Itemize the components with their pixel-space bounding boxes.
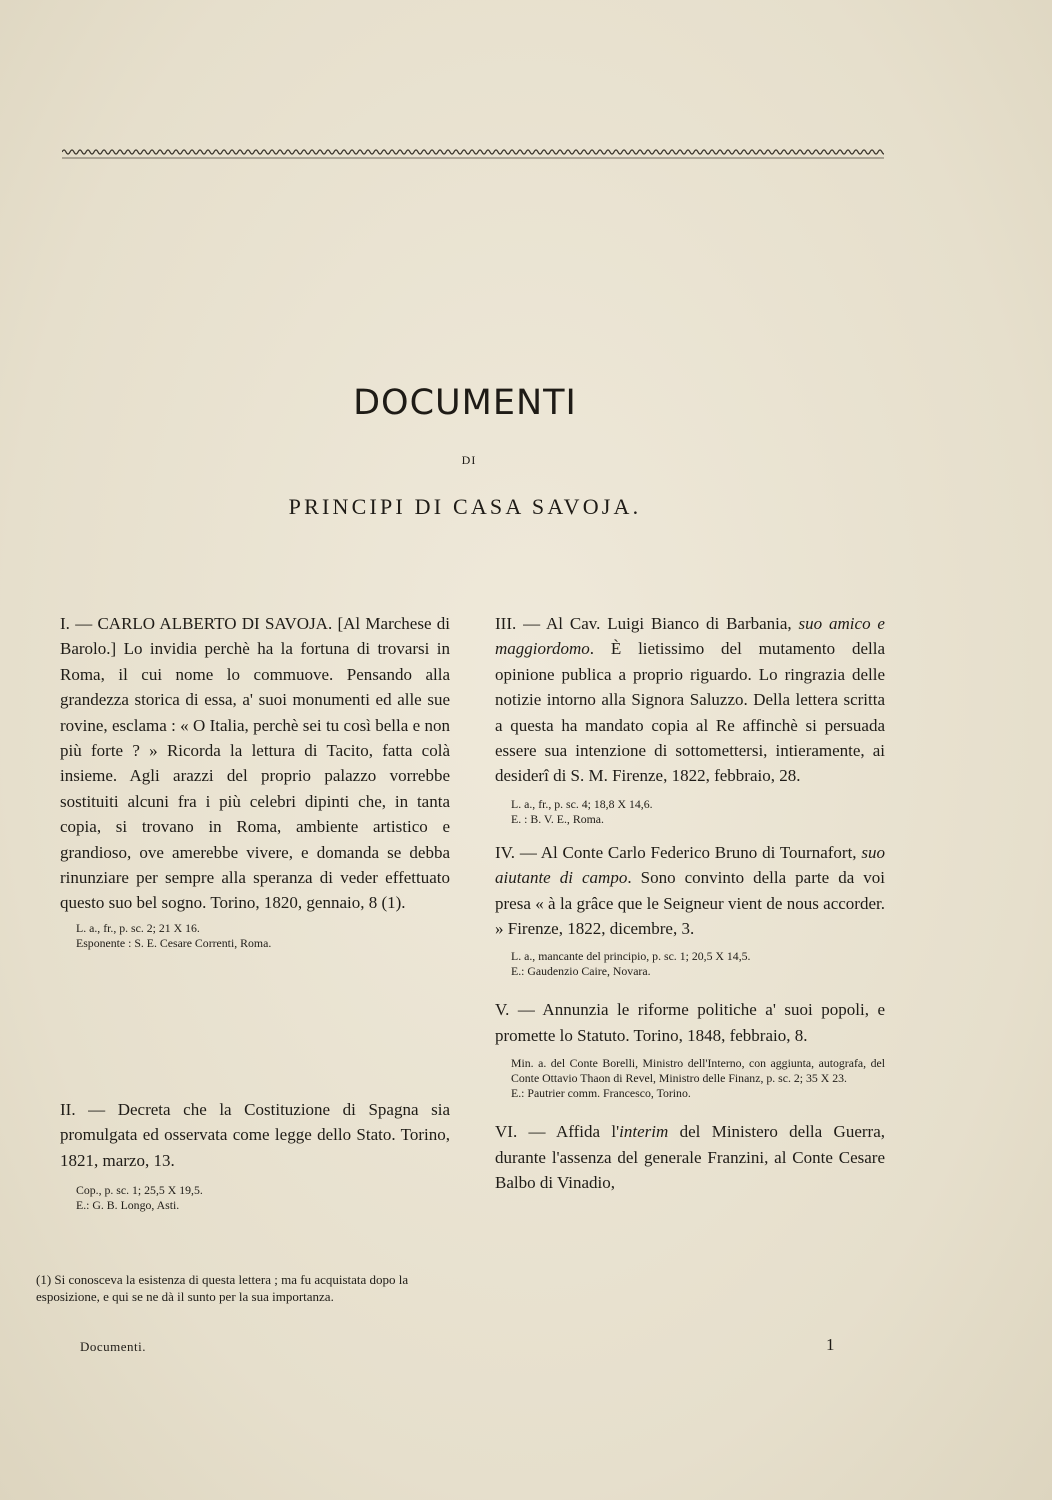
entry-text (495, 611, 885, 789)
entry-exhibitor: E.: Pautrier comm. Francesco, Torino. (511, 1086, 691, 1101)
page-title: DOCUMENTI (353, 383, 577, 423)
entry-exhibitor: Esponente : S. E. Cesare Correnti, Roma. (76, 935, 272, 950)
entry-source: L. a., mancante del principio, p. sc. 1; 20,5 X 14,5. (511, 949, 751, 964)
entry-text (495, 1119, 885, 1195)
entry-exhibitor: E.: Gaudenzio Caire, Novara. (511, 964, 651, 979)
entry-6 (495, 1119, 885, 1195)
entry-2 (60, 1097, 450, 1213)
entry-source: L. a., fr., p. sc. 4; 18,8 X 14,6. (511, 796, 653, 811)
page-number: 1 (826, 1335, 835, 1354)
running-footer: Documenti. (80, 1339, 147, 1354)
title-connector: DI (461, 453, 477, 467)
wavy-rule-ornament (62, 146, 884, 162)
entry-exhibitor: E.: G. B. Longo, Asti. (76, 1198, 180, 1213)
page-subtitle: PRINCIPI DI CASA SAVOJA. (288, 494, 642, 519)
entry-source: L. a., fr., p. sc. 2; 21 X 16. (76, 920, 200, 935)
entry-text-part: IV. — Al Conte Carlo Federico Bruno di Tournafort, (495, 842, 862, 862)
entry-4 (495, 840, 885, 980)
entry-1 (60, 611, 450, 1031)
entry-text-part: VI. — Affida l' (495, 1122, 620, 1142)
entry-text-part: . È lietissimo del mutamento della opinione publica a proprio riguardo. Lo ringrazia delle notizie intorno alla Signora Saluzzo. Della lettera scritta a questa ha mandato copia al Re affinchè si persuada essere sua intenzione di sottomettersi, intieramente, ai desiderî di S. M. Firenze, 1822, febbraio, 28. (495, 639, 885, 786)
entry-text: II. — Decreta che la Costituzione di Spagna sia promulgata ed osservata come legge dello Stato. Torino, 1821, marzo, 13. (60, 1100, 450, 1170)
entry-text-part: . Sono convinto della parte da voi presa « à la grâce que le Seigneur vient de nous accorder. » Firenze, 1822, dicembre, 3. (495, 868, 885, 939)
left-column (60, 611, 450, 1213)
entry-text (495, 997, 885, 1048)
entry-3 (495, 611, 885, 827)
entry-text (495, 840, 885, 942)
footnote: (1) Si conosceva la esistenza di questa lettera ; ma fu acquistata dopo la esposizione, e qui se ne dà il sunto per la sua importanza. (36, 1272, 409, 1304)
entry-text: I. — CARLO ALBERTO DI SAVOJA. [Al Marchese di Barolo.] Lo invidia perchè ha la fortuna di trovarsi in Roma, il cui nome lo commuove. Pensando alla grandezza storica di essa, a' suoi monumenti ed alle sue rovine, esclama : « O Italia, perchè sei tu così bella e non più forte ? » Ricorda la lettura di Tacito, fatta colà insieme. Agli arazzi del proprio palazzo vorrebbe sostituiti alcuni fra i più celebri dipinti che, in tanta copia, si trovano in Roma, ambiente artistico e grandioso, ove amerebbe vivere, e domanda se debba rinunziare per sempre alla speranza di veder effettuato questo suo bel sogno. Torino, 1820, gennaio, 8 (1). (60, 614, 450, 913)
entry-text-part: III. — Al Cav. Luigi Bianco di Barbania, (495, 614, 799, 633)
entry-text-italic: interim (619, 1122, 669, 1142)
right-column (495, 611, 885, 1196)
entry-source: Cop., p. sc. 1; 25,5 X 19,5. (76, 1183, 203, 1198)
entry-source: Min. a. del Conte Borelli, Ministro dell'Interno, con aggiunta, autografa, del Conte Ottavio Thaon di Revel, Ministro delle Finanz, p. sc. 2; 35 X 23. (511, 1056, 885, 1086)
entry-text-italic: suo amico e maggiordomo (495, 614, 885, 659)
entry-exhibitor: E. : B. V. E., Roma. (511, 811, 604, 826)
entry-text-italic: suo aiutante di campo (495, 842, 885, 888)
entry-text-part: del Ministero della Guerra, durante l'assenza del generale Franzini, al Conte Cesare Balbo di Vinadio, (495, 1122, 885, 1193)
entry-text-part: V. — Annunzia le riforme politiche a' suoi popoli, e promette lo Statuto. Torino, 1848, febbraio, 8. (495, 1000, 885, 1045)
entry-5 (495, 997, 885, 1101)
